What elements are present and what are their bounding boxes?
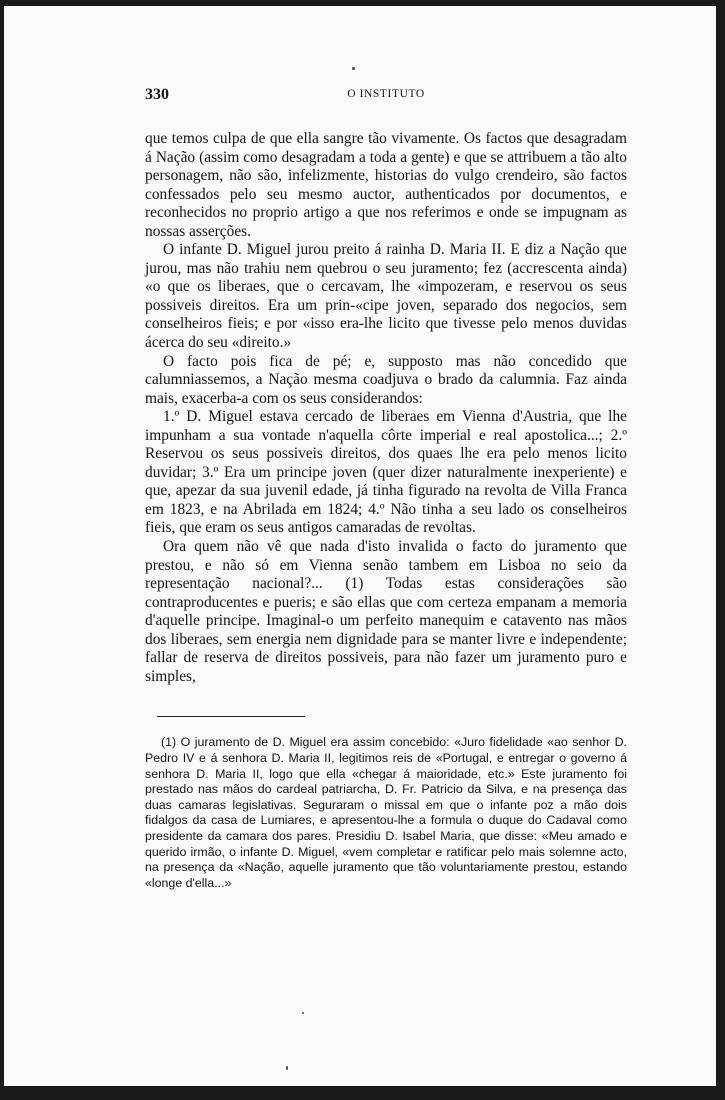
page-number: 330 <box>145 86 169 103</box>
paragraph: Ora quem não vê que nada d'isto invalida o facto do juramento que prestou, e não só em Vienna senão tambem em Lisboa no seio da representação nacional?... (1) Todas estas considerações são contraproducentes e pueris; e são ellas que com certeza empanam a memoria d'aquelle principe. Imaginal-o um perfeito manequim e catavento nas mãos dos liberaes, sem energia nem dignidade para se manter livre e independente; fallar de reserva de direitos possiveis, para não fazer um juramento puro e simples, <box>145 538 627 685</box>
paragraph: que temos culpa de que ella sangre tão vivamente. Os factos que desagradam á Nação (assim como desagradam a toda a gente) e que se attribuem a tão alto personagem, não são, infelizmente, historias do vulgo crendeiro, são factos confessados pelo seu mesmo auctor, authenticados por documentos, e reconhecidos no proprio artigo a que nos referimos e onde se impugnam as nossas asserções. <box>145 130 627 240</box>
journal-title: O INSTITUTO <box>347 88 425 100</box>
book-page <box>145 86 627 891</box>
footnote: (1) O juramento de D. Miguel era assim concebido: «Juro fidelidade «ao senhor D. Pedro IV e á senhora D. Maria II, legitimos reis de «Portugal, e entregar o governo á senhora D. Maria II, logo que ella «chegar á maioridade, etc.» Este juramento foi prestado nas mãos do cardeal patriarcha, D. Fr. Patricio da Silva, e na presença das duas camaras legislativas. Seguraram o missal em que o infante poz a mão dois fidalgos da casa de Lumiares, e apresentou-lhe a formula o duque do Cadaval como presidente da camara dos pares. Presidiu D. Isabel Maria, que disse: «Meu amado e querido irmão, o infante D. Miguel, «vem completar e ratificar pelo mais solemne acto, na presença da «Nação, aquelle juramento que tão voluntariamente prestou, estando «longe d'ella...» <box>145 735 627 890</box>
paragraph: 1.º D. Miguel estava cercado de liberaes em Vienna d'Austria, que lhe impunham a sua vontade n'aquella côrte imperial e real apostolica...; 2.º Reservou os seus possiveis direitos, dos quaes lhe era pelo menos licito duvidar; 3.º Era um principe joven (quer dizer naturalmente inexperiente) e que, apezar da sua juvenil edade, já tinha figurado na revolta de Villa Franca em 1823, e na Abrilada em 1824; 4.º Não tinha a seu lado os conselheiros fieis, que eram os seus antigos camaradas de revoltas. <box>145 408 627 537</box>
paragraph: O facto pois fica de pé; e, supposto mas não concedido que calumniassemos, a Nação mesma coadjuva o brado da calumnia. Faz ainda mais, exacerba-a com os seus considerandos: <box>145 352 627 407</box>
paragraph: O infante D. Miguel jurou preito á rainha D. Maria II. E diz a Nação que jurou, mas não trahiu nem quebrou o seu juramento; fez (accrescenta ainda) «o que os liberaes, que o cercavam, lhe «impozeram, e reservou os seus possiveis direitos. Era um prin-«cipe joven, separado dos negocios, sem conselheiros fieis; e por «isso era-lhe licito que tivesse pelo menos duvidas ácerca do seu «direito.» <box>145 241 627 352</box>
scan-speck <box>302 1012 304 1014</box>
scan-speck <box>286 1066 288 1070</box>
main-text <box>145 130 627 686</box>
scan-speck <box>352 67 355 70</box>
running-header <box>145 86 627 108</box>
footnote-divider <box>157 716 305 717</box>
footnotes <box>145 735 627 891</box>
